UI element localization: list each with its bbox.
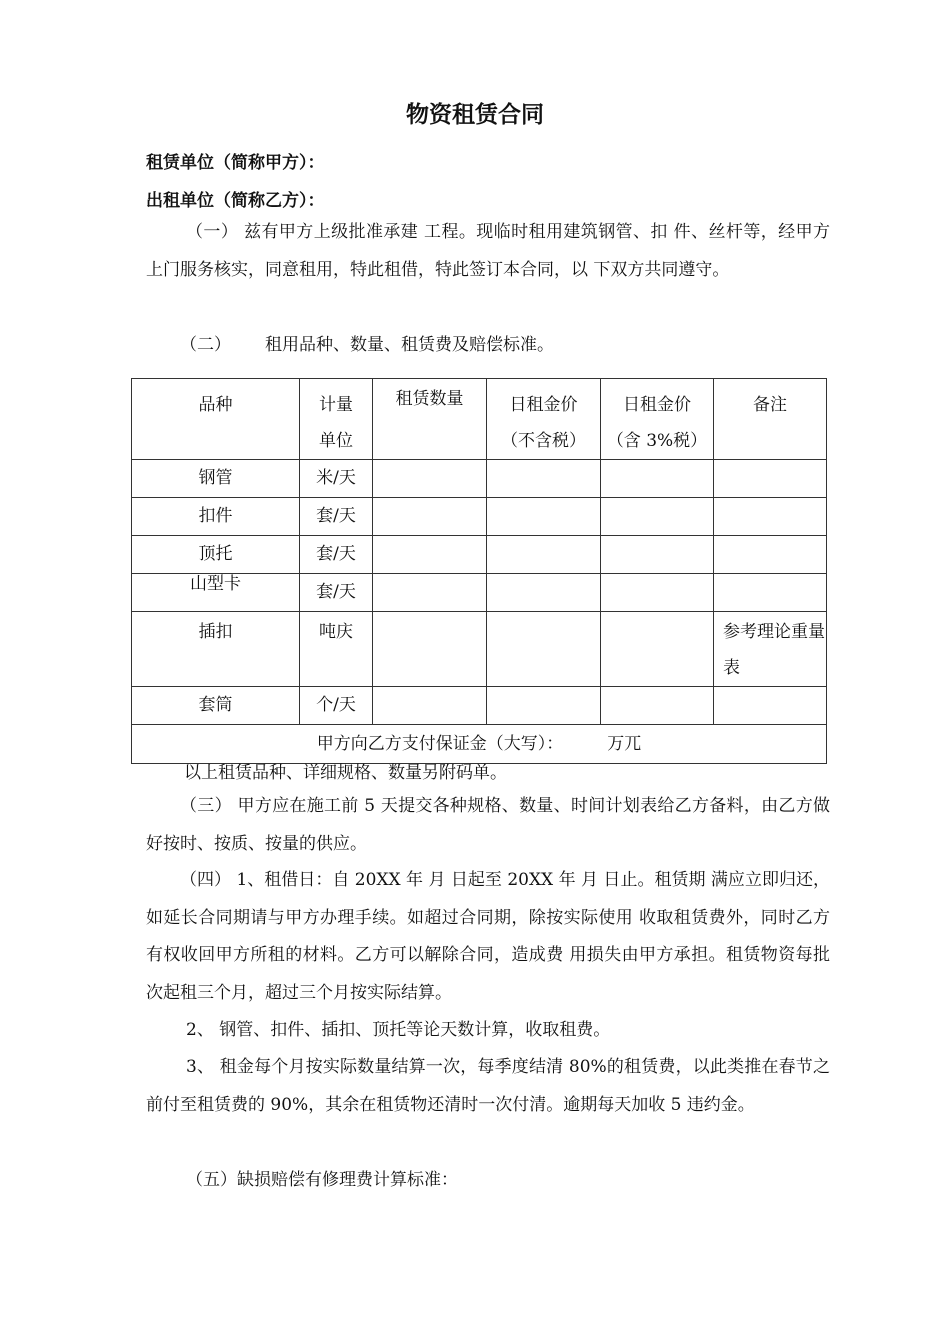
header-price-excl-tax: 日租金价 （不含税） bbox=[487, 379, 601, 460]
section-2-marker: （二） bbox=[180, 335, 231, 355]
section-3-paragraph: （三） 甲方应在施工前 5 天提交各种规格、数量、时间计划表给乙方备料，由乙方做好按时、按质、按量的供应。 bbox=[146, 796, 830, 854]
table-row bbox=[132, 574, 827, 612]
cell-remark: 参考理论重量表 bbox=[714, 612, 827, 687]
lessor-label: 出租单位（简称乙方）： bbox=[146, 191, 325, 211]
cell-unit: 米/天 bbox=[300, 460, 373, 498]
cell-quantity bbox=[373, 574, 487, 612]
cell-remark bbox=[714, 687, 827, 725]
cell-price-excl bbox=[487, 460, 601, 498]
header-price-incl-tax: 日租金价 （含 3%税） bbox=[601, 379, 714, 460]
cell-remark bbox=[714, 574, 827, 612]
cell-price-incl bbox=[601, 687, 714, 725]
cell-quantity bbox=[373, 687, 487, 725]
deposit-unit: 万兀 bbox=[607, 734, 642, 754]
section-2-text: 租用品种、数量、租赁费及赔偿标准。 bbox=[265, 335, 554, 355]
deposit-label: 甲方向乙方支付保证金（大写）： bbox=[316, 734, 564, 754]
section-4-item-3: 3、 租金每个月按实际数量结算一次，每季度结清 80%的租赁费，以此类推在春节之前付至租赁费的 90%，其余在租赁物还清时一次付清。逾期每天加收 5 违约金。 bbox=[146, 1057, 830, 1115]
cell-quantity bbox=[373, 536, 487, 574]
cell-price-incl bbox=[601, 460, 714, 498]
rental-table bbox=[131, 378, 827, 764]
cell-unit: 个/天 bbox=[300, 687, 373, 725]
cell-price-excl bbox=[487, 612, 601, 687]
cell-price-excl bbox=[487, 498, 601, 536]
header-remark: 备注 bbox=[714, 379, 827, 460]
cell-variety: 顶托 bbox=[132, 536, 300, 574]
cell-unit: 吨庆 bbox=[300, 612, 373, 687]
cell-price-incl bbox=[601, 574, 714, 612]
cell-quantity bbox=[373, 612, 487, 687]
cell-remark bbox=[714, 498, 827, 536]
section-5-paragraph: （五）缺损赔偿有修理费计算标准： bbox=[186, 1170, 458, 1190]
header-unit: 计量 单位 bbox=[300, 379, 373, 460]
header-quantity: 租赁数量 bbox=[373, 379, 487, 460]
cell-quantity bbox=[373, 498, 487, 536]
cell-variety: 套筒 bbox=[132, 687, 300, 725]
cell-price-incl bbox=[601, 612, 714, 687]
cell-remark bbox=[714, 536, 827, 574]
cell-variety: 山型卡 bbox=[132, 574, 300, 612]
document-title: 物资租赁合同 bbox=[406, 102, 544, 128]
section-2-paragraph bbox=[146, 327, 830, 365]
cell-remark bbox=[714, 460, 827, 498]
cell-unit: 套/天 bbox=[300, 536, 373, 574]
cell-variety: 插扣 bbox=[132, 612, 300, 687]
header-variety: 品种 bbox=[132, 379, 300, 460]
table-row bbox=[132, 536, 827, 574]
table-row bbox=[132, 687, 827, 725]
cell-unit: 套/天 bbox=[300, 498, 373, 536]
table-row bbox=[132, 498, 827, 536]
section-1-paragraph: （一） 兹有甲方上级批准承建 工程。现临时租用建筑钢管、扣 件、丝杆等，经甲方上门服务核实，同意租用，特此租借，特此签订本合同，以 下双方共同遵守。 bbox=[146, 222, 830, 280]
section-4-item-2: 2、 钢管、扣件、插扣、顶托等论天数计算，收取租费。 bbox=[186, 1020, 611, 1040]
table-header-row bbox=[132, 379, 827, 460]
table-row bbox=[132, 612, 827, 687]
section-4-item-1: （四） 1、租借日：自 20XX 年 月 日起至 20XX 年 月 日止。租赁期 满应立即归还，如延长合同期请与甲方办理手续。如超过合同期，除按实际使用 收取租赁费外，同时乙方有权收回甲方所租的材料。乙方可以解除合同，造成费 用损失由甲方承担。租赁物资每批次起租三个月，超过三个月按实际结算。 bbox=[146, 870, 830, 1003]
cell-quantity bbox=[373, 460, 487, 498]
cell-price-excl bbox=[487, 687, 601, 725]
cell-unit: 套/天 bbox=[300, 574, 373, 612]
after-table-note: 以上租赁品种、详细规格、数量另附码单。 bbox=[184, 763, 507, 783]
cell-price-excl bbox=[487, 574, 601, 612]
lessee-label: 租赁单位（简称甲方）： bbox=[146, 153, 325, 173]
cell-price-excl bbox=[487, 536, 601, 574]
cell-variety: 钢管 bbox=[132, 460, 300, 498]
cell-price-incl bbox=[601, 536, 714, 574]
table-row bbox=[132, 460, 827, 498]
cell-price-incl bbox=[601, 498, 714, 536]
cell-variety: 扣件 bbox=[132, 498, 300, 536]
